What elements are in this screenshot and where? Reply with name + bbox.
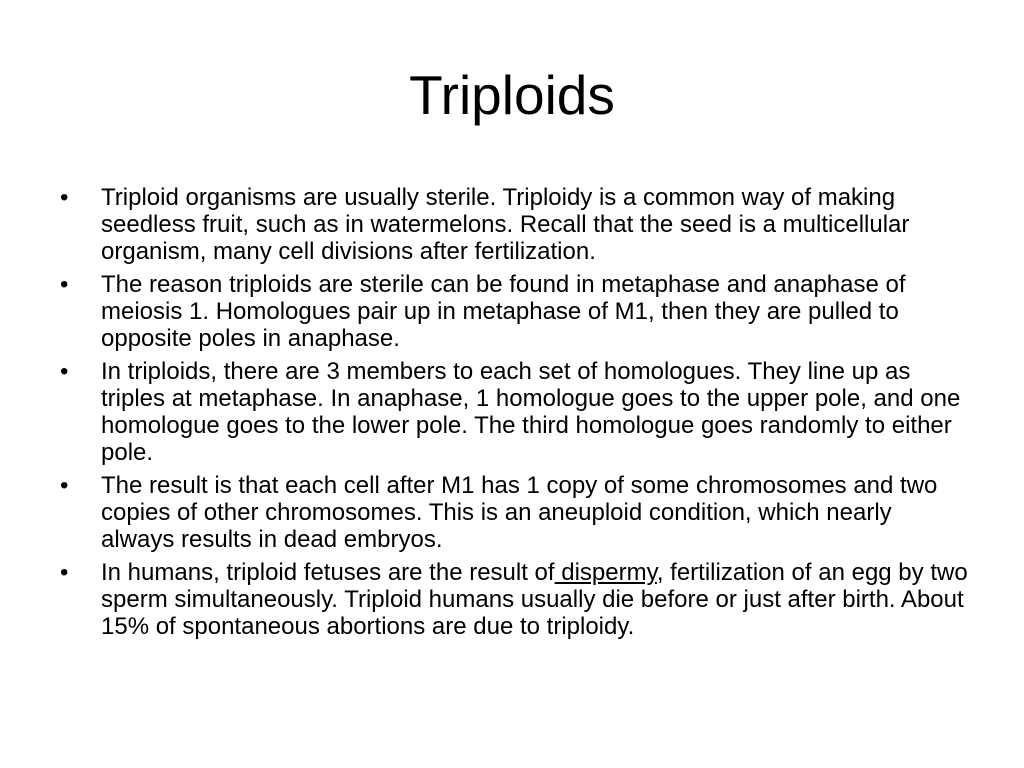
bullet-text: In triploids, there are 3 members to each set of homologues. They line up as triples at metaphase. In anaphase, 1 homologue goes to the upper pole, and one homologue goes to the lower pole. The third homologue goes randomly to either pole. (101, 358, 961, 466)
bullet-dot-icon: • (60, 184, 69, 211)
bullet-dot-icon: • (60, 358, 69, 385)
bullet-list (60, 184, 970, 646)
bullet-text: Triploid organisms are usually sterile. Triploidy is a common way of making seedless fruit, such as in watermelons. Recall that the seed is a multicellular organism, many cell divisions after fertilization. (101, 184, 910, 265)
bullet-item (60, 358, 970, 466)
bullet-item (60, 559, 970, 640)
bullet-dot-icon: • (60, 559, 69, 586)
bullet-text: The result is that each cell after M1 has 1 copy of some chromosomes and two copies of other chromosomes. This is an aneuploid condition, which nearly always results in dead embryos. (101, 472, 938, 553)
dispermy-link[interactable]: dispermy (554, 559, 657, 586)
bullet-text-after-link: , fertilization of an egg by two sperm simultaneously. Triploid humans usually die before or just after birth. About 15% of spontaneous abortions are due to triploidy. (101, 559, 968, 640)
bullet-text: The reason triploids are sterile can be found in metaphase and anaphase of meiosis 1. Homologues pair up in metaphase of M1, then they are pulled to opposite poles in anaphase. (101, 271, 906, 352)
slide-title: Triploids (409, 64, 615, 126)
bullet-item (60, 184, 970, 265)
bullet-dot-icon: • (60, 271, 69, 298)
bullet-text-before-link: In humans, triploid fetuses are the result of (101, 559, 555, 586)
bullet-dot-icon: • (60, 472, 69, 499)
bullet-item (60, 271, 970, 352)
bullet-item (60, 472, 970, 553)
